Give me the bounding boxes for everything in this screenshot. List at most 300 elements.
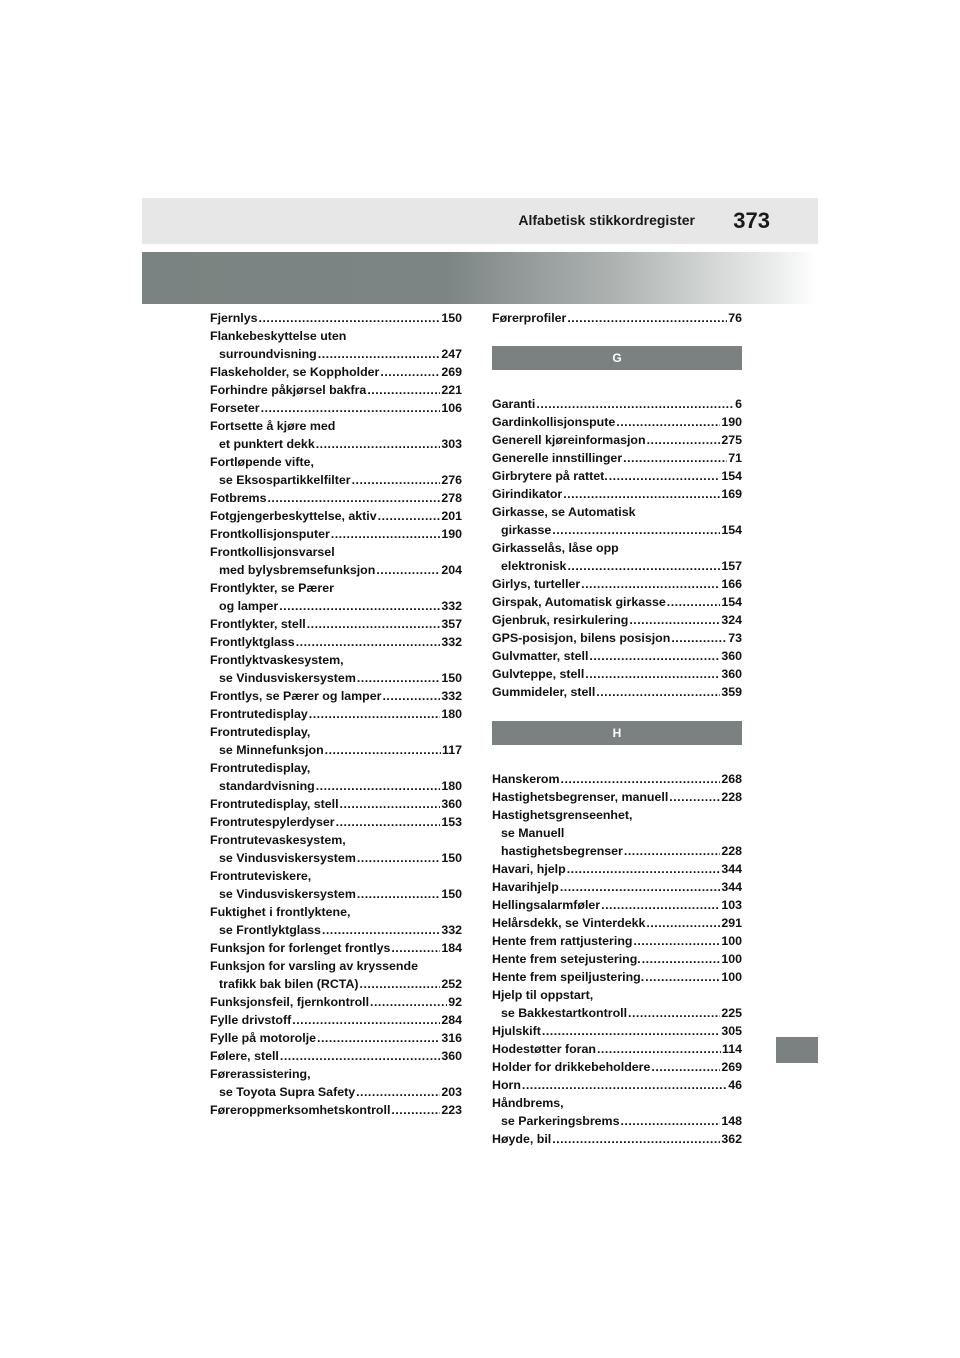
index-entry-text: hastighetsbegrenser: [501, 844, 623, 858]
dot-leader: [307, 615, 441, 633]
index-entry-text: Fortløpende vifte,: [210, 455, 314, 469]
index-entry-term: [210, 525, 462, 543]
index-entry: [492, 1130, 742, 1148]
index-entry: [210, 831, 462, 867]
index-entry-page: 360: [441, 1049, 462, 1063]
running-header-title: Alfabetisk stikkordregister: [518, 212, 695, 228]
index-entry-text: Hente frem speiljustering.: [492, 970, 645, 984]
index-entry-term: [210, 1065, 462, 1083]
index-entry-page: 332: [441, 923, 462, 937]
dot-leader: [367, 381, 440, 399]
index-entry-term: [492, 896, 742, 914]
index-entry: [492, 1094, 742, 1130]
index-entry-text: Girbrytere på rattet.: [492, 469, 608, 483]
index-entry-term: [210, 759, 462, 777]
dot-leader: [357, 849, 440, 867]
index-entry: [492, 413, 742, 431]
index-entry: [210, 705, 462, 723]
index-entry: [492, 1040, 742, 1058]
index-entry-page: 169: [721, 487, 742, 501]
dot-leader: [616, 413, 720, 431]
index-entry-text: se Vindusviskersystem: [219, 851, 356, 865]
dot-leader: [646, 914, 720, 932]
index-entry-term: [492, 1058, 742, 1076]
index-entry-term: [492, 806, 742, 824]
index-entry-continuation: [210, 777, 462, 795]
index-entry-page: 150: [441, 671, 462, 685]
index-entry-continuation: [210, 885, 462, 903]
dot-leader: [382, 687, 440, 705]
index-entry-term: [492, 788, 742, 806]
index-entry-term: [210, 489, 462, 507]
index-entry-term: [492, 449, 742, 467]
dot-leader: [552, 521, 720, 539]
index-entry-term: [210, 939, 462, 957]
dot-leader: [316, 777, 441, 795]
index-entry-page: 103: [721, 898, 742, 912]
index-entry-text: Helårsdekk, se Vinterdekk: [492, 916, 646, 930]
dot-leader: [561, 770, 721, 788]
dot-leader: [581, 575, 720, 593]
index-entry-page: 150: [441, 311, 462, 325]
index-entry-page: 278: [441, 491, 462, 505]
dot-leader: [376, 561, 440, 579]
index-entry-page: 148: [721, 1114, 742, 1128]
index-entry-continuation: [210, 741, 462, 759]
index-entry-term: [210, 579, 462, 597]
dot-leader: [378, 507, 441, 525]
index-entry-term: [492, 860, 742, 878]
index-entry: [210, 939, 462, 957]
index-entry: [210, 363, 462, 381]
index-entry: [210, 417, 462, 453]
index-column-left: [210, 309, 462, 1119]
index-entry-text: se Eksospartikkelfilter: [219, 473, 351, 487]
index-entry-term: [492, 683, 742, 701]
index-entry-text: surroundvisning: [219, 347, 317, 361]
index-entry-text: Førerassistering,: [210, 1067, 311, 1081]
index-entry-term: [210, 957, 462, 975]
index-entry: [492, 467, 742, 485]
index-entry-text: Havari, hjelp: [492, 862, 566, 876]
index-entry: [210, 1011, 462, 1029]
dot-leader: [360, 975, 441, 993]
index-entry: [492, 431, 742, 449]
dot-leader: [671, 629, 727, 647]
index-entry-page: 360: [721, 649, 742, 663]
dot-leader: [567, 860, 721, 878]
index-entry-continuation: [492, 1004, 742, 1022]
dot-leader: [585, 665, 720, 683]
index-entry-page: 359: [721, 685, 742, 699]
index-entry-term: [210, 1011, 462, 1029]
dot-leader: [316, 435, 441, 453]
index-entry-text: Havarihjelp: [492, 880, 559, 894]
index-entry-term: [492, 593, 742, 611]
index-entry-text: Følere, stell: [210, 1049, 279, 1063]
index-entry-text: Hjulskift: [492, 1024, 541, 1038]
index-entry: [210, 327, 462, 363]
index-entry-term: [210, 615, 462, 633]
index-entry-text: Holder for drikkebeholdere: [492, 1060, 651, 1074]
index-entry: [210, 525, 462, 543]
index-entry-term: [492, 395, 742, 413]
index-entry-page: 154: [721, 469, 742, 483]
dot-leader: [292, 1011, 440, 1029]
dot-leader: [280, 1047, 440, 1065]
index-entry-list: [210, 309, 462, 1119]
index-entry-term: [492, 467, 742, 485]
index-entry-page: 76: [728, 311, 742, 325]
index-entry-text: Hellingsalarmføler: [492, 898, 601, 912]
dot-leader: [296, 633, 441, 651]
index-entry: [492, 914, 742, 932]
dot-leader: [391, 939, 440, 957]
index-entry-term: [210, 543, 462, 561]
index-entry-term: [492, 1094, 742, 1112]
index-entry-term: [492, 413, 742, 431]
index-entry-term: [492, 503, 742, 521]
index-entry-continuation: [210, 345, 462, 363]
index-entry-term: [210, 1047, 462, 1065]
index-entry-text: Fylle på motorolje: [210, 1031, 317, 1045]
dot-leader: [667, 593, 721, 611]
index-entry-text: Forhindre påkjørsel bakfra: [210, 383, 367, 397]
index-entry-continuation: [210, 669, 462, 687]
index-entry-text: Generell kjøreinformasjon: [492, 433, 646, 447]
index-entry-term: [492, 950, 742, 968]
index-entry: [210, 453, 462, 489]
index-entry: [210, 723, 462, 759]
index-entry-page: 269: [721, 1060, 742, 1074]
dot-leader: [647, 431, 721, 449]
index-entry-text: trafikk bak bilen (RCTA): [219, 977, 359, 991]
dot-leader: [628, 1004, 720, 1022]
index-entry-continuation: [210, 435, 462, 453]
index-entry-text: Frontrutedisplay,: [210, 761, 311, 775]
index-entry-term: [210, 705, 462, 723]
index-entry: [492, 770, 742, 788]
index-entry-page: 150: [441, 887, 462, 901]
index-entry-text: Frontruteviskere,: [210, 869, 312, 883]
index-entry-term: [210, 867, 462, 885]
index-entry: [492, 932, 742, 950]
index-entry-page: 362: [721, 1132, 742, 1146]
index-entry-text: et punktert dekk: [219, 437, 315, 451]
index-entry: [492, 503, 742, 539]
index-entry: [492, 629, 742, 647]
dot-leader: [567, 557, 720, 575]
index-entry-page: 332: [441, 635, 462, 649]
index-entry-page: 150: [441, 851, 462, 865]
index-entry-term: [210, 831, 462, 849]
index-column-right: [492, 309, 742, 1148]
index-entry-continuation: [492, 521, 742, 539]
dot-leader: [597, 1040, 721, 1058]
index-entry: [492, 611, 742, 629]
index-entry-text: Gardinkollisjonspute: [492, 415, 616, 429]
index-entry-text: Håndbrems,: [492, 1096, 564, 1110]
dot-leader: [259, 309, 441, 327]
dot-leader: [620, 1112, 720, 1130]
index-entry: [492, 950, 742, 968]
index-entry: [492, 1058, 742, 1076]
index-entry-text: Hjelp til oppstart,: [492, 988, 594, 1002]
dot-leader: [357, 669, 440, 687]
index-entry-text: se Frontlyktglass: [219, 923, 321, 937]
index-entry-term: [210, 417, 462, 435]
index-entry-term: [210, 813, 462, 831]
index-entry: [492, 665, 742, 683]
index-entry: [492, 593, 742, 611]
index-entry: [492, 575, 742, 593]
index-entry-page: 46: [728, 1078, 742, 1092]
index-entry-text: Frontkollisjonsvarsel: [210, 545, 335, 559]
index-entry-text: se Manuell: [501, 826, 565, 840]
index-entry-text: Frontkollisjonsputer: [210, 527, 330, 541]
index-entry-page: 360: [721, 667, 742, 681]
dot-leader: [380, 363, 440, 381]
index-entry: [210, 1065, 462, 1101]
index-entry-page: 180: [441, 779, 462, 793]
index-entry-text: Girkasse, se Automatisk: [492, 505, 636, 519]
dot-leader: [542, 1022, 720, 1040]
index-entry-text: Hanskerom: [492, 772, 560, 786]
index-entry-text: se Parkeringsbrems: [501, 1114, 620, 1128]
index-entry: [210, 1047, 462, 1065]
index-entry-page: 6: [735, 397, 742, 411]
index-entry: [210, 957, 462, 993]
index-entry-page: 73: [728, 631, 742, 645]
index-entry-text: Garanti: [492, 397, 536, 411]
section-thumb-tab: [776, 1037, 818, 1063]
index-entry-term: [210, 723, 462, 741]
index-entry-text: Hente frem setejustering.: [492, 952, 641, 966]
dot-leader: [357, 885, 440, 903]
index-entry-page: 324: [721, 613, 742, 627]
dot-leader: [552, 1130, 720, 1148]
index-entry: [492, 309, 742, 327]
index-entry-list: [492, 309, 742, 327]
index-entry-page: 100: [721, 934, 742, 948]
index-entry: [210, 381, 462, 399]
dot-leader: [596, 683, 720, 701]
index-entry: [492, 647, 742, 665]
index-entry-text: GPS-posisjon, bilens posisjon: [492, 631, 671, 645]
index-entry-term: [492, 986, 742, 1004]
index-entry-page: 360: [441, 797, 462, 811]
dot-leader: [356, 1083, 440, 1101]
index-entry-page: 106: [441, 401, 462, 415]
index-entry-text: Høyde, bil: [492, 1132, 552, 1146]
index-entry: [210, 309, 462, 327]
index-entry: [210, 1029, 462, 1047]
index-entry: [210, 687, 462, 705]
index-entry-text: Gjenbruk, resirkulering: [492, 613, 629, 627]
index-entry-page: 184: [441, 941, 462, 955]
index-entry-term: [210, 453, 462, 471]
index-entry-term: [210, 363, 462, 381]
index-entry-text: Horn: [492, 1078, 521, 1092]
section-header-g: G: [492, 346, 742, 370]
index-entry-term: [492, 878, 742, 896]
index-entry-term: [492, 1130, 742, 1148]
index-entry-term: [210, 993, 462, 1011]
index-entry-page: 268: [721, 772, 742, 786]
index-entry-text: Fotbrems: [210, 491, 267, 505]
index-entry-text: elektronisk: [501, 559, 567, 573]
index-entry-term: [492, 770, 742, 788]
index-entry-page: 344: [721, 880, 742, 894]
index-entry-text: Hodestøtter foran: [492, 1042, 596, 1056]
index-entry-text: Frontlyktglass: [210, 635, 295, 649]
dot-leader: [322, 921, 440, 939]
index-entry-text: se Minnefunksjon: [219, 743, 324, 757]
header-band: [142, 198, 818, 244]
index-entry-text: Fuktighet i frontlyktene,: [210, 905, 351, 919]
index-entry-term: [492, 611, 742, 629]
index-entry-text: Frontlyktvaskesystem,: [210, 653, 344, 667]
index-entry: [492, 986, 742, 1022]
index-entry-page: 225: [721, 1006, 742, 1020]
index-entry-term: [492, 485, 742, 503]
index-entry: [210, 1101, 462, 1119]
index-entry: [210, 867, 462, 903]
dot-leader: [267, 489, 440, 507]
index-entry-text: standardvisning: [219, 779, 315, 793]
index-entry-term: [492, 1040, 742, 1058]
index-entry-text: girkasse: [501, 523, 552, 537]
index-entry-text: Hastighetsbegrenser, manuell: [492, 790, 669, 804]
dot-leader: [261, 399, 441, 417]
index-entry-page: 275: [721, 433, 742, 447]
index-entry-page: 190: [441, 527, 462, 541]
dot-leader: [336, 813, 441, 831]
index-entry-page: 269: [441, 365, 462, 379]
index-entry: [492, 683, 742, 701]
index-entry: [492, 449, 742, 467]
index-entry-text: Førerprofiler: [492, 311, 567, 325]
index-entry-text: Fortsette å kjøre med: [210, 419, 336, 433]
dot-leader: [629, 611, 720, 629]
index-entry-page: 100: [721, 952, 742, 966]
index-entry: [492, 539, 742, 575]
index-entry: [210, 507, 462, 525]
index-entry-page: 201: [441, 509, 462, 523]
index-entry-page: 180: [441, 707, 462, 721]
index-entry-text: Frontrutevaskesystem,: [210, 833, 346, 847]
index-entry-continuation: [210, 597, 462, 615]
index-entry-term: [492, 575, 742, 593]
dot-leader: [601, 896, 720, 914]
dot-leader: [669, 788, 720, 806]
index-entry-text: Føreroppmerksomhetskontroll: [210, 1103, 391, 1117]
dot-leader: [318, 345, 441, 363]
index-entry-term: [210, 795, 462, 813]
index-entry: [492, 860, 742, 878]
index-entry-text: og lamper: [219, 599, 279, 613]
index-entry-page: 247: [441, 347, 462, 361]
index-entry-page: 114: [722, 1042, 742, 1056]
dot-leader: [589, 647, 720, 665]
dot-leader: [609, 467, 721, 485]
index-entry-page: 303: [441, 437, 462, 451]
index-entry-text: se Bakkestartkontroll: [501, 1006, 628, 1020]
index-entry-term: [492, 431, 742, 449]
index-entry-text: Frontrutedisplay,: [210, 725, 311, 739]
index-entry: [210, 399, 462, 417]
index-entry-text: Gulvteppe, stell: [492, 667, 585, 681]
index-entry-page: 154: [721, 595, 742, 609]
index-entry-text: Gummideler, stell: [492, 685, 596, 699]
index-entry-page: 203: [441, 1085, 462, 1099]
dot-leader: [536, 395, 734, 413]
index-entry-term: [492, 539, 742, 557]
index-entry-page: 223: [441, 1103, 462, 1117]
index-entry-text: Gulvmatter, stell: [492, 649, 589, 663]
index-entry-page: 154: [721, 523, 742, 537]
index-entry-continuation: [210, 471, 462, 489]
index-entry-page: 204: [441, 563, 462, 577]
index-entry-term: [492, 1076, 742, 1094]
index-entry: [210, 543, 462, 579]
index-entry-term: [492, 932, 742, 950]
index-entry: [210, 579, 462, 615]
index-entry-text: Flankebeskyttelse uten: [210, 329, 347, 343]
index-entry-term: [210, 903, 462, 921]
dot-leader: [340, 795, 441, 813]
index-entry-page: 276: [441, 473, 462, 487]
index-entry-continuation: [492, 842, 742, 860]
index-entry-page: 252: [441, 977, 462, 991]
index-entry-text: Frontrutespylerdyser: [210, 815, 335, 829]
index-entry-text: Generelle innstillinger: [492, 451, 623, 465]
index-entry: [210, 759, 462, 795]
index-entry-list: [492, 770, 742, 1148]
index-entry-page: 157: [721, 559, 742, 573]
dot-leader: [309, 705, 441, 723]
index-entry-page: 190: [721, 415, 742, 429]
index-entry-text: Funksjon for forlenget frontlys: [210, 941, 391, 955]
index-entry: [210, 489, 462, 507]
dot-leader: [279, 597, 440, 615]
index-entry: [210, 615, 462, 633]
index-entry-text: Girindikator: [492, 487, 563, 501]
index-entry-continuation: [210, 561, 462, 579]
index-entry-term: [210, 651, 462, 669]
section-header-h: H: [492, 721, 742, 745]
index-entry-term: [210, 633, 462, 651]
dot-leader: [391, 1101, 440, 1119]
index-entry-page: 153: [441, 815, 462, 829]
index-entry-continuation: [210, 975, 462, 993]
index-entry-term: [210, 399, 462, 417]
index-entry-page: 117: [442, 743, 462, 757]
index-entry: [492, 878, 742, 896]
dot-leader: [522, 1076, 727, 1094]
index-entry: [492, 485, 742, 503]
index-entry-term: [210, 1029, 462, 1047]
index-entry-text: Fylle drivstoff: [210, 1013, 292, 1027]
dot-leader: [623, 449, 727, 467]
dot-leader: [317, 1029, 440, 1047]
index-entry-term: [210, 1101, 462, 1119]
index-entry-text: Girspak, Automatisk girkasse: [492, 595, 666, 609]
dot-leader: [633, 932, 720, 950]
index-entry-text: Funksjonsfeil, fjernkontroll: [210, 995, 370, 1009]
index-entry-text: med bylysbremsefunksjon: [219, 563, 376, 577]
index-entry-continuation: [210, 1083, 462, 1101]
